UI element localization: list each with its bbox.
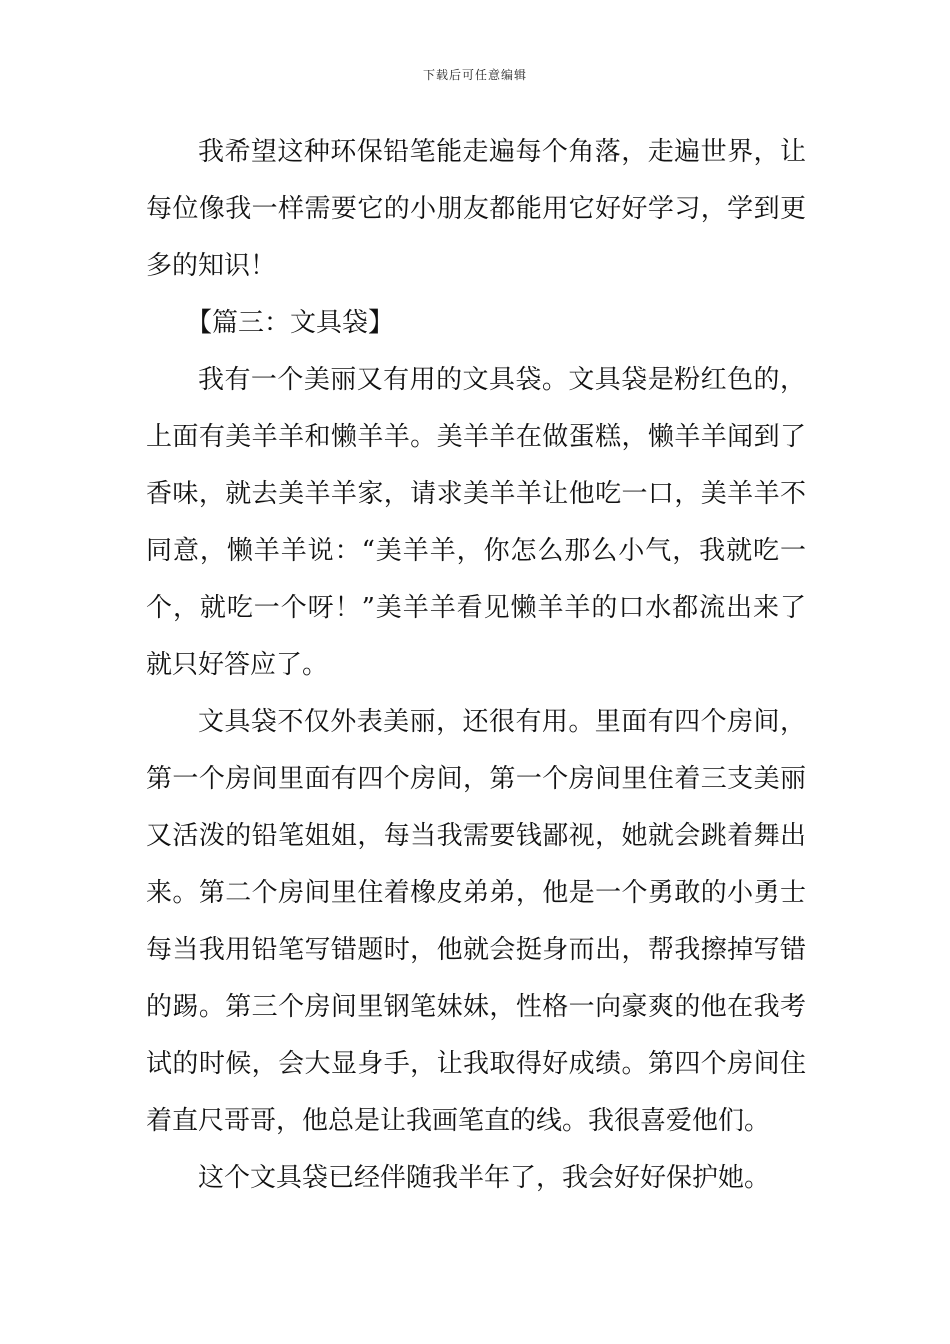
- text-line: 就只好答应了。: [146, 650, 329, 680]
- paragraph-closing: [146, 1150, 806, 1207]
- text-line: 我有一个美丽又有用的文具袋。文具袋是粉红色的，: [198, 365, 806, 395]
- text-line: 这个文具袋已经伴随我半年了，我会好好保护她。: [198, 1163, 771, 1193]
- text-line: 每位像我一样需要它的小朋友都能用它好好学习，学到更: [146, 194, 806, 224]
- page-header: 下载后可任意编辑: [422, 68, 527, 82]
- text-line: 来。第二个房间里住着橡皮弟弟，他是一个勇敢的小勇士: [146, 878, 806, 908]
- text-line: 多的知识！: [146, 251, 277, 281]
- text-line: 个，就吃一个呀！”美羊羊看见懒羊羊的口水都流出来了: [146, 593, 806, 623]
- text-line: 每当我用铅笔写错题时，他就会挺身而出，帮我擦掉写错: [146, 935, 806, 965]
- text-line: 我希望这种环保铅笔能走遍每个角落，走遍世界，让: [198, 137, 806, 167]
- text-line: 又活泼的铅笔姐姐，每当我需要钱鄙视，她就会跳着舞出: [146, 821, 806, 851]
- section-title: 【篇三：文具袋】: [186, 308, 395, 338]
- document-body: [146, 124, 806, 1207]
- paragraph-pencil-bag-rooms: [146, 694, 806, 1150]
- text-line: 的踢。第三个房间里钢笔妹妹，性格一向豪爽的他在我考: [146, 992, 806, 1022]
- paragraph-eco-pencil: [146, 124, 806, 295]
- text-line: 香味，就去美羊羊家，请求美羊羊让他吃一口，美羊羊不: [146, 479, 806, 509]
- text-line: 试的时候，会大显身手，让我取得好成绩。第四个房间住: [146, 1049, 806, 1079]
- paragraph-pencil-bag-intro: [146, 352, 806, 694]
- text-line: 文具袋不仅外表美丽，还很有用。里面有四个房间，: [198, 707, 806, 737]
- text-line: 第一个房间里面有四个房间，第一个房间里住着三支美丽: [146, 764, 806, 794]
- text-line: 着直尺哥哥，他总是让我画笔直的线。我很喜爱他们。: [146, 1106, 771, 1136]
- section-heading: [146, 295, 806, 352]
- text-line: 上面有美羊羊和懒羊羊。美羊羊在做蛋糕，懒羊羊闻到了: [146, 422, 806, 452]
- text-line: 同意，懒羊羊说：“美羊羊，你怎么那么小气，我就吃一: [146, 536, 806, 566]
